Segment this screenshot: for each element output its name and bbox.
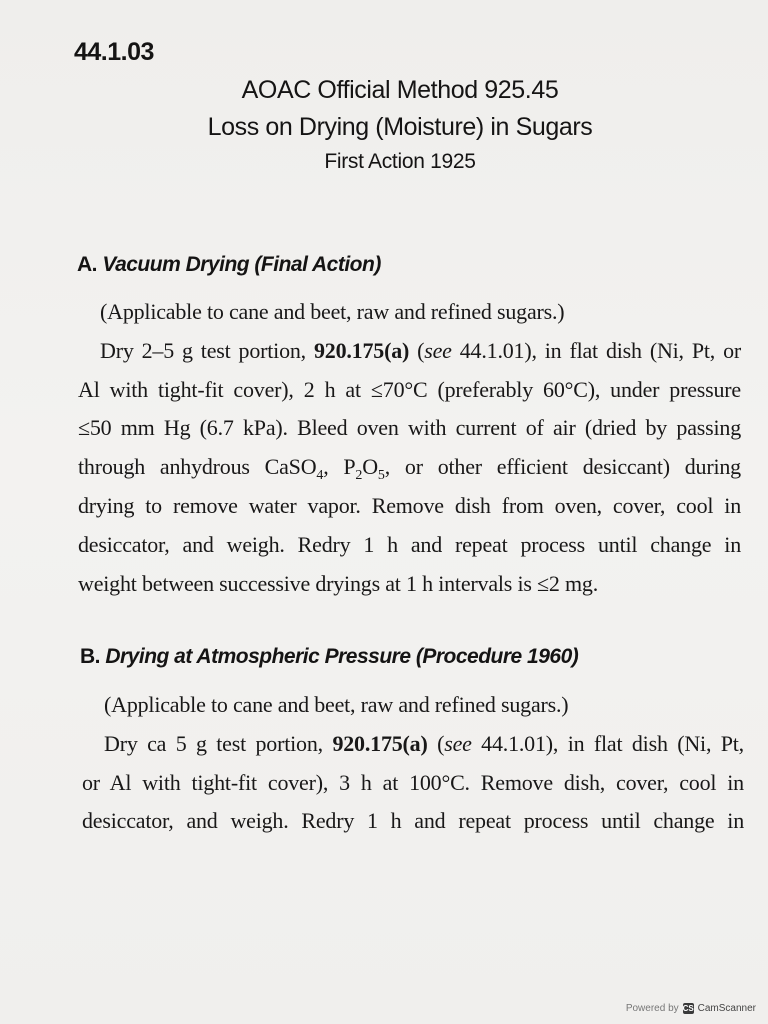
camscanner-label: CamScanner [697,1003,756,1014]
scanner-watermark [626,1003,756,1014]
paragraph-line: (Applicable to cane and beet, raw and refined sugars.) [100,299,565,324]
method-reference: 920.175(a) [313,337,410,363]
paragraph-line: or Al with tight-fit cover), 3 h at 100°C. Remove dish, cover, cool in [82,769,744,795]
section-b-body [82,686,744,841]
paragraph-line: drying to remove water vapor. Remove dish from oven, cover, cool in [78,492,741,518]
section-b-title: Drying at Atmospheric Pressure (Procedure 1960) [105,645,579,668]
section-a-body [78,293,741,603]
method-status: First Action 1925 [324,150,476,173]
section-number: 44.1.03 [74,38,154,66]
section-b-heading [80,645,578,669]
method-subtitle: Loss on Drying (Moisture) in Sugars [207,113,593,141]
section-a-title: Vacuum Drying (Final Action) [102,253,381,276]
paragraph-line: weight between successive dryings at 1 h intervals is ≤2 mg. [78,570,599,596]
paragraph-line: desiccator, and weigh. Redry 1 h and repeat process until change in [82,808,744,834]
section-b-letter: B. [80,645,106,668]
paragraph-line: (Applicable to cane and beet, raw and refined sugars.) [104,692,569,717]
bleed-through-text [90,2,95,23]
powered-by-label: Powered by [625,1003,679,1014]
paragraph-line: ≤50 mm Hg (6.7 kPa). Bleed oven with current of air (dried by passing [78,415,741,441]
method-title: AOAC Official Method 925.45 [241,76,559,104]
method-title-block [100,72,700,178]
section-a-letter: A. [77,253,103,276]
paragraph-line: Dry ca 5 g test portion, 920.175(a) (see 44.1.01), in flat dish (Ni, Pt, [104,730,744,756]
paragraph-line: desiccator, and weigh. Redry 1 h and repeat process until change in [78,531,741,557]
camscanner-icon: CS [682,1004,694,1013]
method-reference: 920.175(a) [332,730,428,756]
paragraph-line: Dry 2–5 g test portion, 920.175(a) (see 44.1.01), in flat dish (Ni, Pt, or [100,337,741,363]
paragraph-line: Al with tight-fit cover), 2 h at ≤70°C (preferably 60°C), under pressure [78,376,741,402]
paragraph-line: through anhydrous CaSO$_4$, $P_2O_5$, or other efficient desiccant) during [78,454,741,484]
section-a-heading [77,253,381,277]
